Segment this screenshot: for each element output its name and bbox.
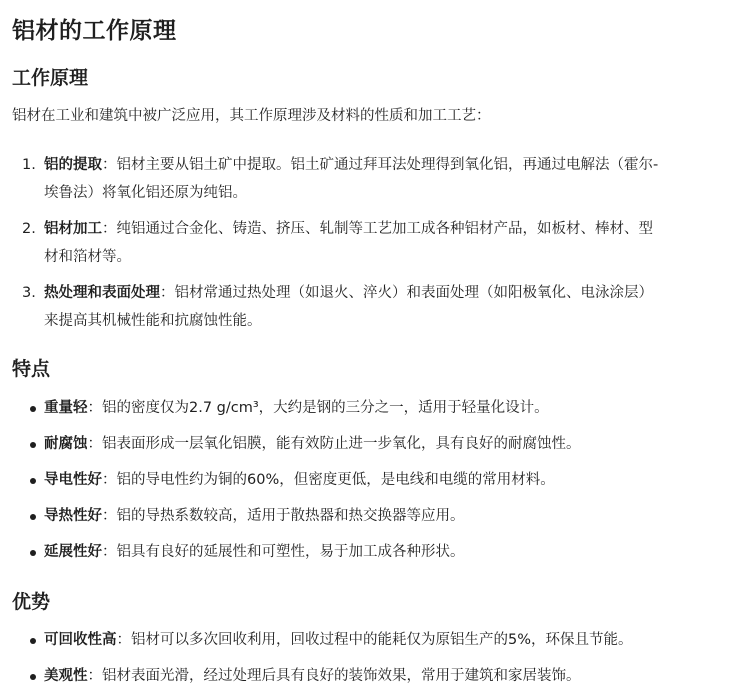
list-item-text: ：铝材表面光滑，经过处理后具有良好的装饰效果，常用于建筑和家居装饰。 <box>87 668 581 684</box>
list-item-label: 耐腐蚀 <box>44 436 88 452</box>
list-item <box>12 626 734 654</box>
list-item-content <box>44 430 734 458</box>
bullet-icon <box>30 514 36 520</box>
list-item-continuation: 材和箔材等。 <box>44 249 131 265</box>
list-number: 3. <box>22 285 36 301</box>
bullet-icon <box>30 674 36 680</box>
list-item-label: 延展性好 <box>44 544 102 560</box>
list-item-text: ：铝表面形成一层氧化铝膜，能有效防止进一步氧化，具有良好的耐腐蚀性。 <box>87 436 581 452</box>
list-item <box>12 279 734 335</box>
list-item-label: 导电性好 <box>44 472 102 488</box>
list-item <box>12 151 734 207</box>
list-item-content <box>44 279 734 307</box>
bullet-icon <box>30 406 36 412</box>
list-item-text: ：铝的导热系数较高，适用于散热器和热交换器等应用。 <box>102 508 465 524</box>
list-item-text: ：铝的密度仅为2.7 g/cm³，大约是钢的三分之一，适用于轻量化设计。 <box>87 400 549 416</box>
list-item-label: 铝材加工 <box>44 221 102 237</box>
bullet-icon <box>30 442 36 448</box>
list-item-label: 重量轻 <box>44 400 88 416</box>
list-number: 2. <box>22 221 36 237</box>
list-item-content <box>44 538 734 566</box>
list-item-text: ：铝材主要从铝土矿中提取。铝土矿通过拜耳法处理得到氧化铝，再通过电解法（霍尔- <box>102 157 659 173</box>
list-item-continuation: 来提高其机械性能和抗腐蚀性能。 <box>44 313 262 329</box>
list-item <box>12 466 734 494</box>
list-item-label: 铝的提取 <box>44 157 102 173</box>
list-item-text: ：铝的导电性约为铜的60%，但密度更低，是电线和电缆的常用材料。 <box>102 472 555 488</box>
list-item <box>12 502 734 530</box>
section-heading-principle: 工作原理 <box>12 67 89 89</box>
list-item-text: ：纯铝通过合金化、铸造、挤压、轧制等工艺加工成各种铝材产品，如板材、棒材、型 <box>102 221 653 237</box>
list-item-content <box>44 215 734 243</box>
list-item-content <box>44 502 734 530</box>
list-item-content <box>44 626 734 654</box>
list-item-content <box>44 151 734 179</box>
list-item-text: ：铝具有良好的延展性和可塑性，易于加工成各种形状。 <box>102 544 465 560</box>
list-item <box>12 215 734 271</box>
list-item-text: ：铝材可以多次回收利用，回收过程中的能耗仅为原铝生产的5%，环保且节能。 <box>116 632 633 648</box>
section-heading-features: 特点 <box>12 358 51 380</box>
page-title: 铝材的工作原理 <box>12 18 177 44</box>
list-item-content <box>44 394 734 422</box>
list-item <box>12 430 734 458</box>
list-item-continuation: 埃鲁法）将氧化铝还原为纯铝。 <box>44 185 247 201</box>
section-heading-advantages: 优势 <box>12 591 51 613</box>
principle-intro: 铝材在工业和建筑中被广泛应用，其工作原理涉及材料的性质和加工工艺： <box>12 108 491 124</box>
list-item-content <box>44 466 734 494</box>
bullet-icon <box>30 550 36 556</box>
list-item-label: 美观性 <box>44 668 88 684</box>
list-item-label: 热处理和表面处理 <box>44 285 160 301</box>
list-item-label: 可回收性高 <box>44 632 117 648</box>
list-number: 1. <box>22 157 36 173</box>
list-item-label: 导热性好 <box>44 508 102 524</box>
list-item-content <box>44 662 734 690</box>
bullet-icon <box>30 478 36 484</box>
bullet-icon <box>30 638 36 644</box>
list-item <box>12 394 734 422</box>
list-item-text: ：铝材常通过热处理（如退火、淬火）和表面处理（如阳极氧化、电泳涂层） <box>160 285 653 301</box>
list-item <box>12 662 734 690</box>
list-item <box>12 538 734 566</box>
